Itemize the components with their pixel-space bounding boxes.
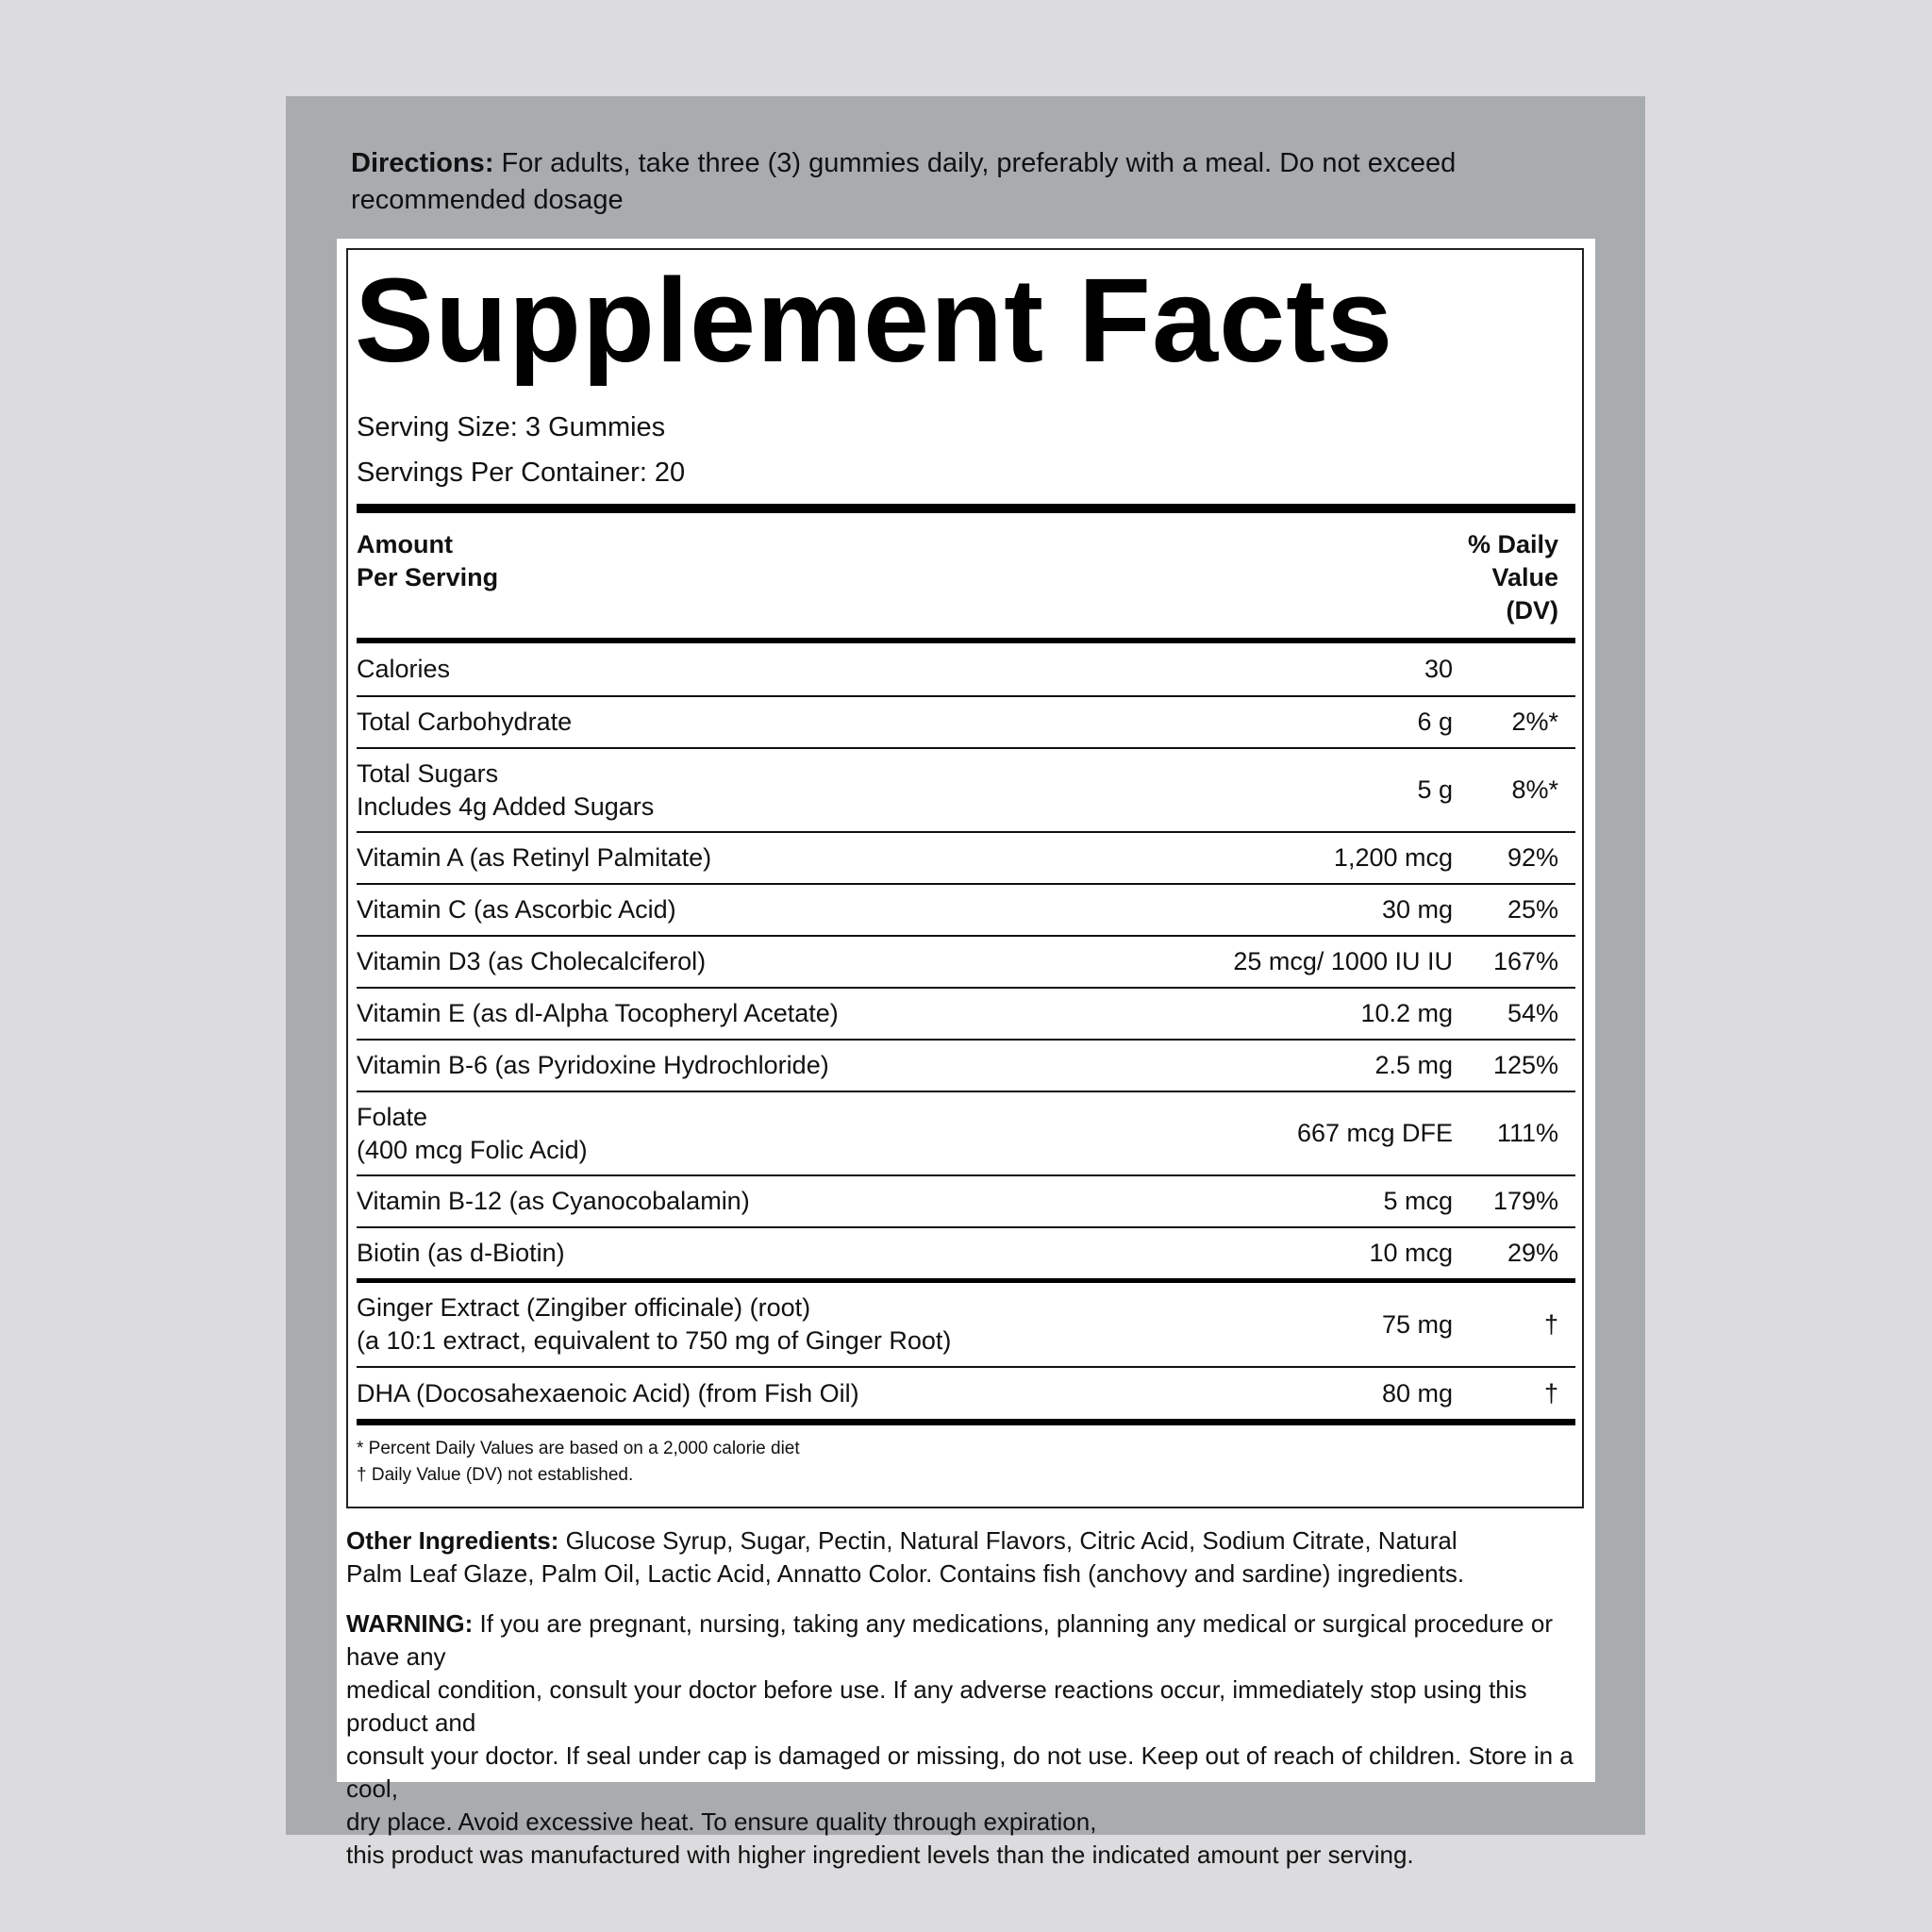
table-row [357,1176,1575,1226]
header-thick-rule [357,504,1575,513]
table-row [357,937,1575,987]
table-row [357,1228,1575,1278]
warning-text [346,1607,1591,1872]
dv-header-line2: Value [1491,563,1558,591]
warning-line2: medical condition, consult your doctor before use. If any adverse reactions occur, immediately stop using this product and [346,1675,1527,1737]
nutrient-amount: 667 mcg DFE [1296,1119,1453,1147]
nutrient-name: Vitamin E (as dl-Alpha Tocopheryl Acetate) [357,999,839,1027]
table-row [357,1041,1575,1091]
nutrient-dv: 92% [1507,843,1558,872]
nutrient-amount: 80 mg [1381,1378,1453,1407]
dv-header-line3: (DV) [1506,596,1558,625]
other-ingredients-line1: Glucose Syrup, Sugar, Pectin, Natural Flavors, Citric Acid, Sodium Citrate, Natural [558,1526,1457,1555]
nutrient-name: Vitamin B-12 (as Cyanocobalamin) [357,1187,750,1215]
nutrient-dv: 2%* [1511,708,1558,736]
other-ingredients-label: Other Ingredients: [346,1526,559,1555]
supplement-facts-title: Supplement Facts [355,254,1394,387]
nutrient-table [357,643,1575,1425]
nutrient-amount: 6 g [1417,708,1453,736]
nutrient-dv: † [1543,1309,1558,1339]
nutrient-name: Vitamin D3 (as Cholecalciferol) [357,947,707,975]
nutrient-name: Vitamin A (as Retinyl Palmitate) [357,843,712,872]
footnote-daily-values: * Percent Daily Values are based on a 2,000 calorie diet [357,1439,800,1458]
warning-line5: this product was manufactured with higher ingredient levels than the indicated amount per serving. [346,1840,1414,1869]
nutrient-amount: 2.5 mg [1374,1051,1453,1079]
nutrient-name: Total Sugars Includes 4g Added Sugars [357,758,655,821]
nutrient-amount: 10 mcg [1369,1239,1453,1267]
table-row [357,885,1575,935]
nutrient-dv: 25% [1507,895,1558,924]
table-row [357,1092,1575,1174]
table-row [357,989,1575,1039]
other-ingredients [346,1524,1591,1591]
dv-header-line1: % Daily [1467,530,1558,558]
table-row [357,697,1575,747]
nutrient-dv: 111% [1496,1119,1558,1147]
directions-label: Directions: [351,148,494,178]
directions-body: For adults, take three (3) gummies daily, preferably with a meal. Do not exceed recommended dosage [351,148,1457,215]
nutrient-amount: 5 mcg [1383,1187,1453,1215]
warning-line3: consult your doctor. If seal under cap is damaged or missing, do not use. Keep out of reach of children. Store in a cool, [346,1741,1574,1803]
warning-line1: If you are pregnant, nursing, taking any medications, planning any medical or surgical procedure or have any [346,1609,1553,1671]
table-row [357,833,1575,883]
nutrient-amount: 75 mg [1381,1309,1453,1339]
nutrient-dv: 8%* [1511,775,1558,804]
nutrient-name: Ginger Extract (Zingiber officinale) (root) (a 10:1 extract, equivalent to 750 mg of Ginger Root) [357,1293,952,1355]
nutrient-amount: 30 mg [1381,895,1453,924]
amount-per-serving-header [357,528,498,594]
other-ingredients-line2: Palm Leaf Glaze, Palm Oil, Lactic Acid, Annatto Color. Contains fish (anchovy and sardine) ingredients. [346,1559,1465,1588]
nutrient-dv: 125% [1492,1051,1558,1079]
warning-line4: dry place. Avoid excessive heat. To ensure quality through expiration, [346,1807,1097,1836]
serving-size: Serving Size: 3 Gummies [357,412,666,442]
nutrient-amount: 5 g [1417,775,1453,804]
nutrient-dv: † [1543,1378,1558,1407]
nutrient-dv: 29% [1507,1239,1558,1267]
nutrient-amount: 1,200 mcg [1333,843,1453,872]
nutrient-name: Calories [357,655,451,683]
nutrient-name: Folate (400 mcg Folic Acid) [357,1102,588,1164]
daily-value-header [1468,528,1558,627]
nutrient-name: DHA (Docosahexaenoic Acid) (from Fish Oil) [357,1378,859,1407]
table-row [357,749,1575,831]
warning-label: WARNING: [346,1609,474,1638]
nutrient-dv: 179% [1492,1187,1558,1215]
table-row [357,643,1575,695]
footnote-dv-not-established: † Daily Value (DV) not established. [357,1465,634,1485]
table-row [357,1283,1575,1366]
nutrient-amount: 10.2 mg [1360,999,1453,1027]
nutrient-name: Total Carbohydrate [357,708,573,736]
table-bottom-rule [357,1419,1575,1425]
nutrient-amount: 25 mcg/ 1000 IU IU [1233,947,1453,975]
nutrient-name: Biotin (as d-Biotin) [357,1239,565,1267]
table-row [357,1368,1575,1419]
nutrient-name: Vitamin C (as Ascorbic Acid) [357,895,676,924]
servings-per-container: Servings Per Container: 20 [357,458,686,488]
nutrient-dv: 54% [1507,999,1558,1027]
nutrient-amount: 30 [1424,655,1453,683]
amount-header-line2: Per Serving [357,563,499,591]
directions-text [351,145,1606,219]
amount-header-line1: Amount [357,530,453,558]
nutrient-dv: 167% [1492,947,1558,975]
nutrient-name: Vitamin B-6 (as Pyridoxine Hydrochloride) [357,1051,829,1079]
